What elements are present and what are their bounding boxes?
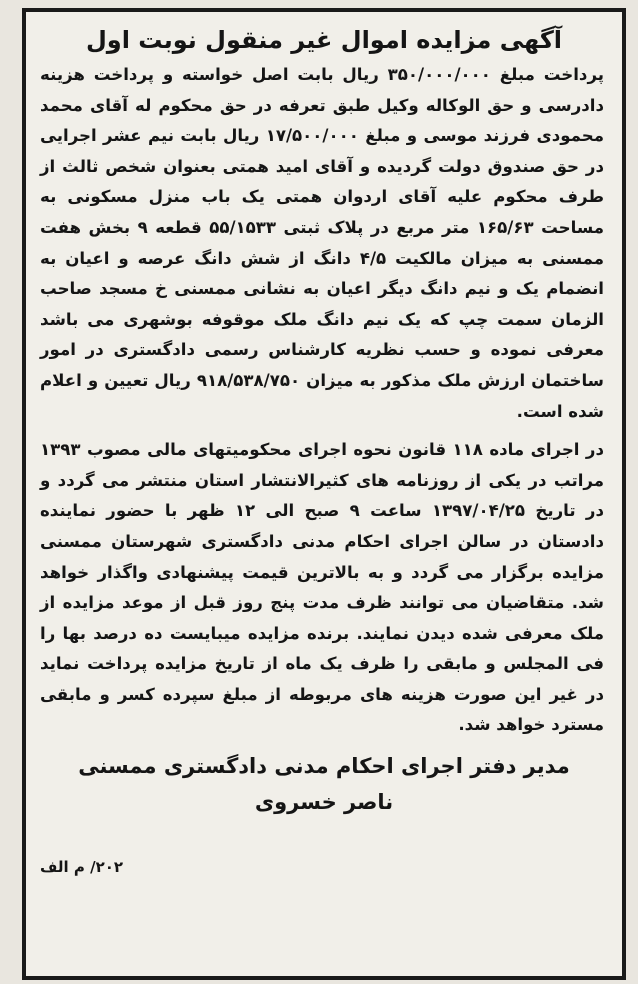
reference-number: ۲۰۲/ م الف [40, 858, 124, 876]
notice-paragraph-1: پرداخت مبلغ ۳۵۰/۰۰۰/۰۰۰ ریال بابت اصل خواسته و پرداخت هزینه دادرسی و حق الوکاله وکیل طبق تعرفه در حق محکوم له آقای محمد محمودی فرزند موسی و مبلغ ۱۷/۵۰۰/۰۰۰ ریال بابت نیم عشر اجرایی در حق صندوق دولت گردیده و آقای امید همتی بعنوان شخص ثالث از طرف محکوم علیه آقای اردوان همتی یک باب منزل مسکونی به مساحت ۱۶۵/۶۳ متر مربع در پلاک ثبتی ۵۵/۱۵۳۳ قطعه ۹ بخش هفت ممسنی به میزان مالکیت ۴/۵ دانگ از شش دانگ عرصه و اعیان به انضمام یک و نیم دانگ دیگر اعیان به نشانی ممسنی خ مسجد صاحب الزمان سمت چپ که یک نیم دانگ ملک موقوفه بوشهری می باشد معرفی نموده و حسب نظریه کارشناس رسمی دادگستری در امور ساختمان ارزش ملک مذکور به میزان ۹۱۸/۵۳۸/۷۵۰ ریال تعیین و اعلام شده است. [40, 65, 605, 421]
signature-name: ناصر خسروی [254, 790, 394, 815]
signature-title: مدیر دفتر اجرای احکام مدنی دادگستری ممسنی [78, 754, 570, 779]
auction-notice [22, 8, 626, 980]
notice-title: آگهی مزایده اموال غیر منقول نوبت اول [85, 26, 563, 54]
notice-paragraph-2: در اجرای ماده ۱۱۸ قانون نحوه اجرای محکومیتهای مالی مصوب ۱۳۹۳ مراتب در یکی از روزنامه های کثیرالانتشار استان منتشر می گردد و در تاریخ ۱۳۹۷/۰۴/۲۵ ساعت ۹ صبح الی ۱۲ ظهر با حضور نماینده دادستان در سالن اجرای احکام مدنی دادگستری شهرستان ممسنی مزایده برگزار می گردد و به بالاترین قیمت پیشنهادی واگذار خواهد شد. متقاضیان می توانند ظرف مدت پنج روز قبل از موعد مزایده از ملک معرفی شده دیدن نمایند. برنده مزایده میبایست ده درصد بها را فی المجلس و مابقی را ظرف یک ماه از تاریخ مزایده پرداخت نماید در غیر این صورت هزینه های مربوطه از مبلغ سپرده کسر و مابقی مسترد خواهد شد. [40, 440, 604, 735]
